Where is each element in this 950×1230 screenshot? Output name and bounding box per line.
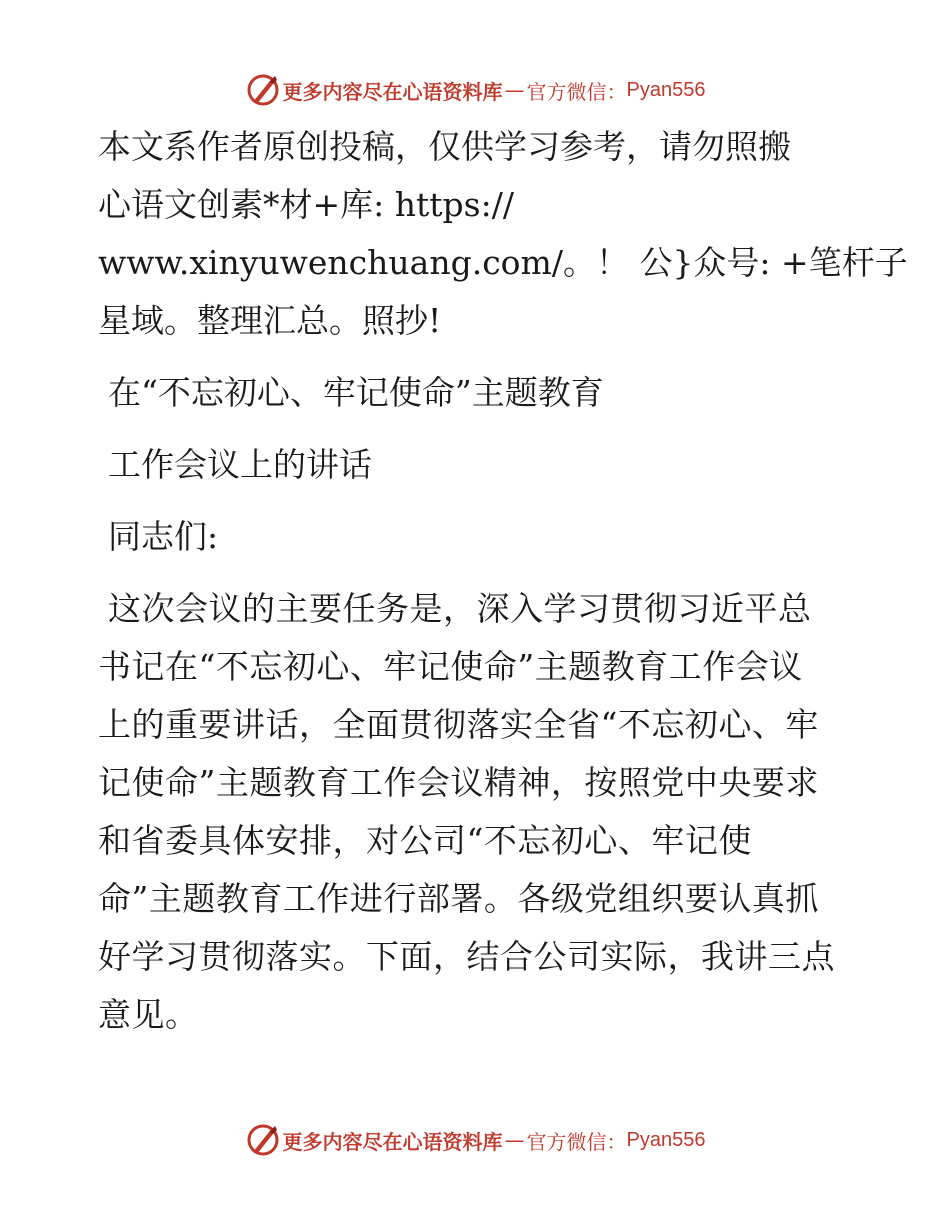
speech-title-line-1: 在“不忘初心、牢记使命”主题教育 bbox=[108, 373, 604, 412]
banner-slogan: 更多内容尽在心语资料库 bbox=[282, 1129, 503, 1154]
banner-wechat-label: 官方微信： bbox=[526, 1129, 627, 1154]
intro-line-4: 星域。整理汇总。照抄! bbox=[98, 301, 442, 340]
speech-title-line-2: 工作会议上的讲话 bbox=[108, 445, 372, 484]
banner-separator: — bbox=[504, 1128, 525, 1152]
main-paragraph bbox=[98, 580, 858, 1044]
banner-wechat-id: Pyan556 bbox=[626, 78, 706, 101]
footer-banner bbox=[0, 1120, 950, 1160]
paragraph-line: 上的重要讲话，全面贯彻落实全省“不忘初心、牢 bbox=[98, 705, 819, 744]
intro-notice bbox=[98, 118, 908, 350]
paragraph-line: 这次会议的主要任务是，深入学习贯彻习近平总 bbox=[108, 589, 812, 628]
quill-pen-logo-icon bbox=[245, 1122, 281, 1158]
paragraph-line: 书记在“不忘初心、牢记使命”主题教育工作会议 bbox=[98, 647, 803, 686]
banner-wechat-label: 官方微信： bbox=[526, 79, 627, 104]
paragraph-line: 意见。 bbox=[98, 995, 199, 1034]
quill-pen-logo-icon bbox=[245, 72, 281, 108]
salutation: 同志们: bbox=[108, 517, 219, 556]
banner-slogan: 更多内容尽在心语资料库 bbox=[282, 79, 503, 104]
banner-separator: — bbox=[504, 78, 525, 102]
paragraph-line: 命”主题教育工作进行部署。各级党组织要认真抓 bbox=[98, 879, 819, 918]
document-body bbox=[98, 118, 908, 1044]
paragraph-line: 和省委具体安排，对公司“不忘初心、牢记使 bbox=[98, 821, 752, 860]
intro-line-3: www.xinyuwenchuang.com/。！ 公}众号: +笔杆子 bbox=[98, 243, 908, 282]
header-banner bbox=[0, 70, 950, 110]
banner-wechat-id: Pyan556 bbox=[626, 1128, 706, 1151]
paragraph-line: 好学习贯彻落实。下面，结合公司实际，我讲三点 bbox=[98, 937, 835, 976]
paragraph-line: 记使命”主题教育工作会议精神，按照党中央要求 bbox=[98, 763, 819, 802]
intro-line-2: 心语文创素*材+库: https:// bbox=[98, 185, 514, 224]
intro-line-1: 本文系作者原创投稿，仅供学习参考，请勿照搬 bbox=[98, 127, 791, 166]
